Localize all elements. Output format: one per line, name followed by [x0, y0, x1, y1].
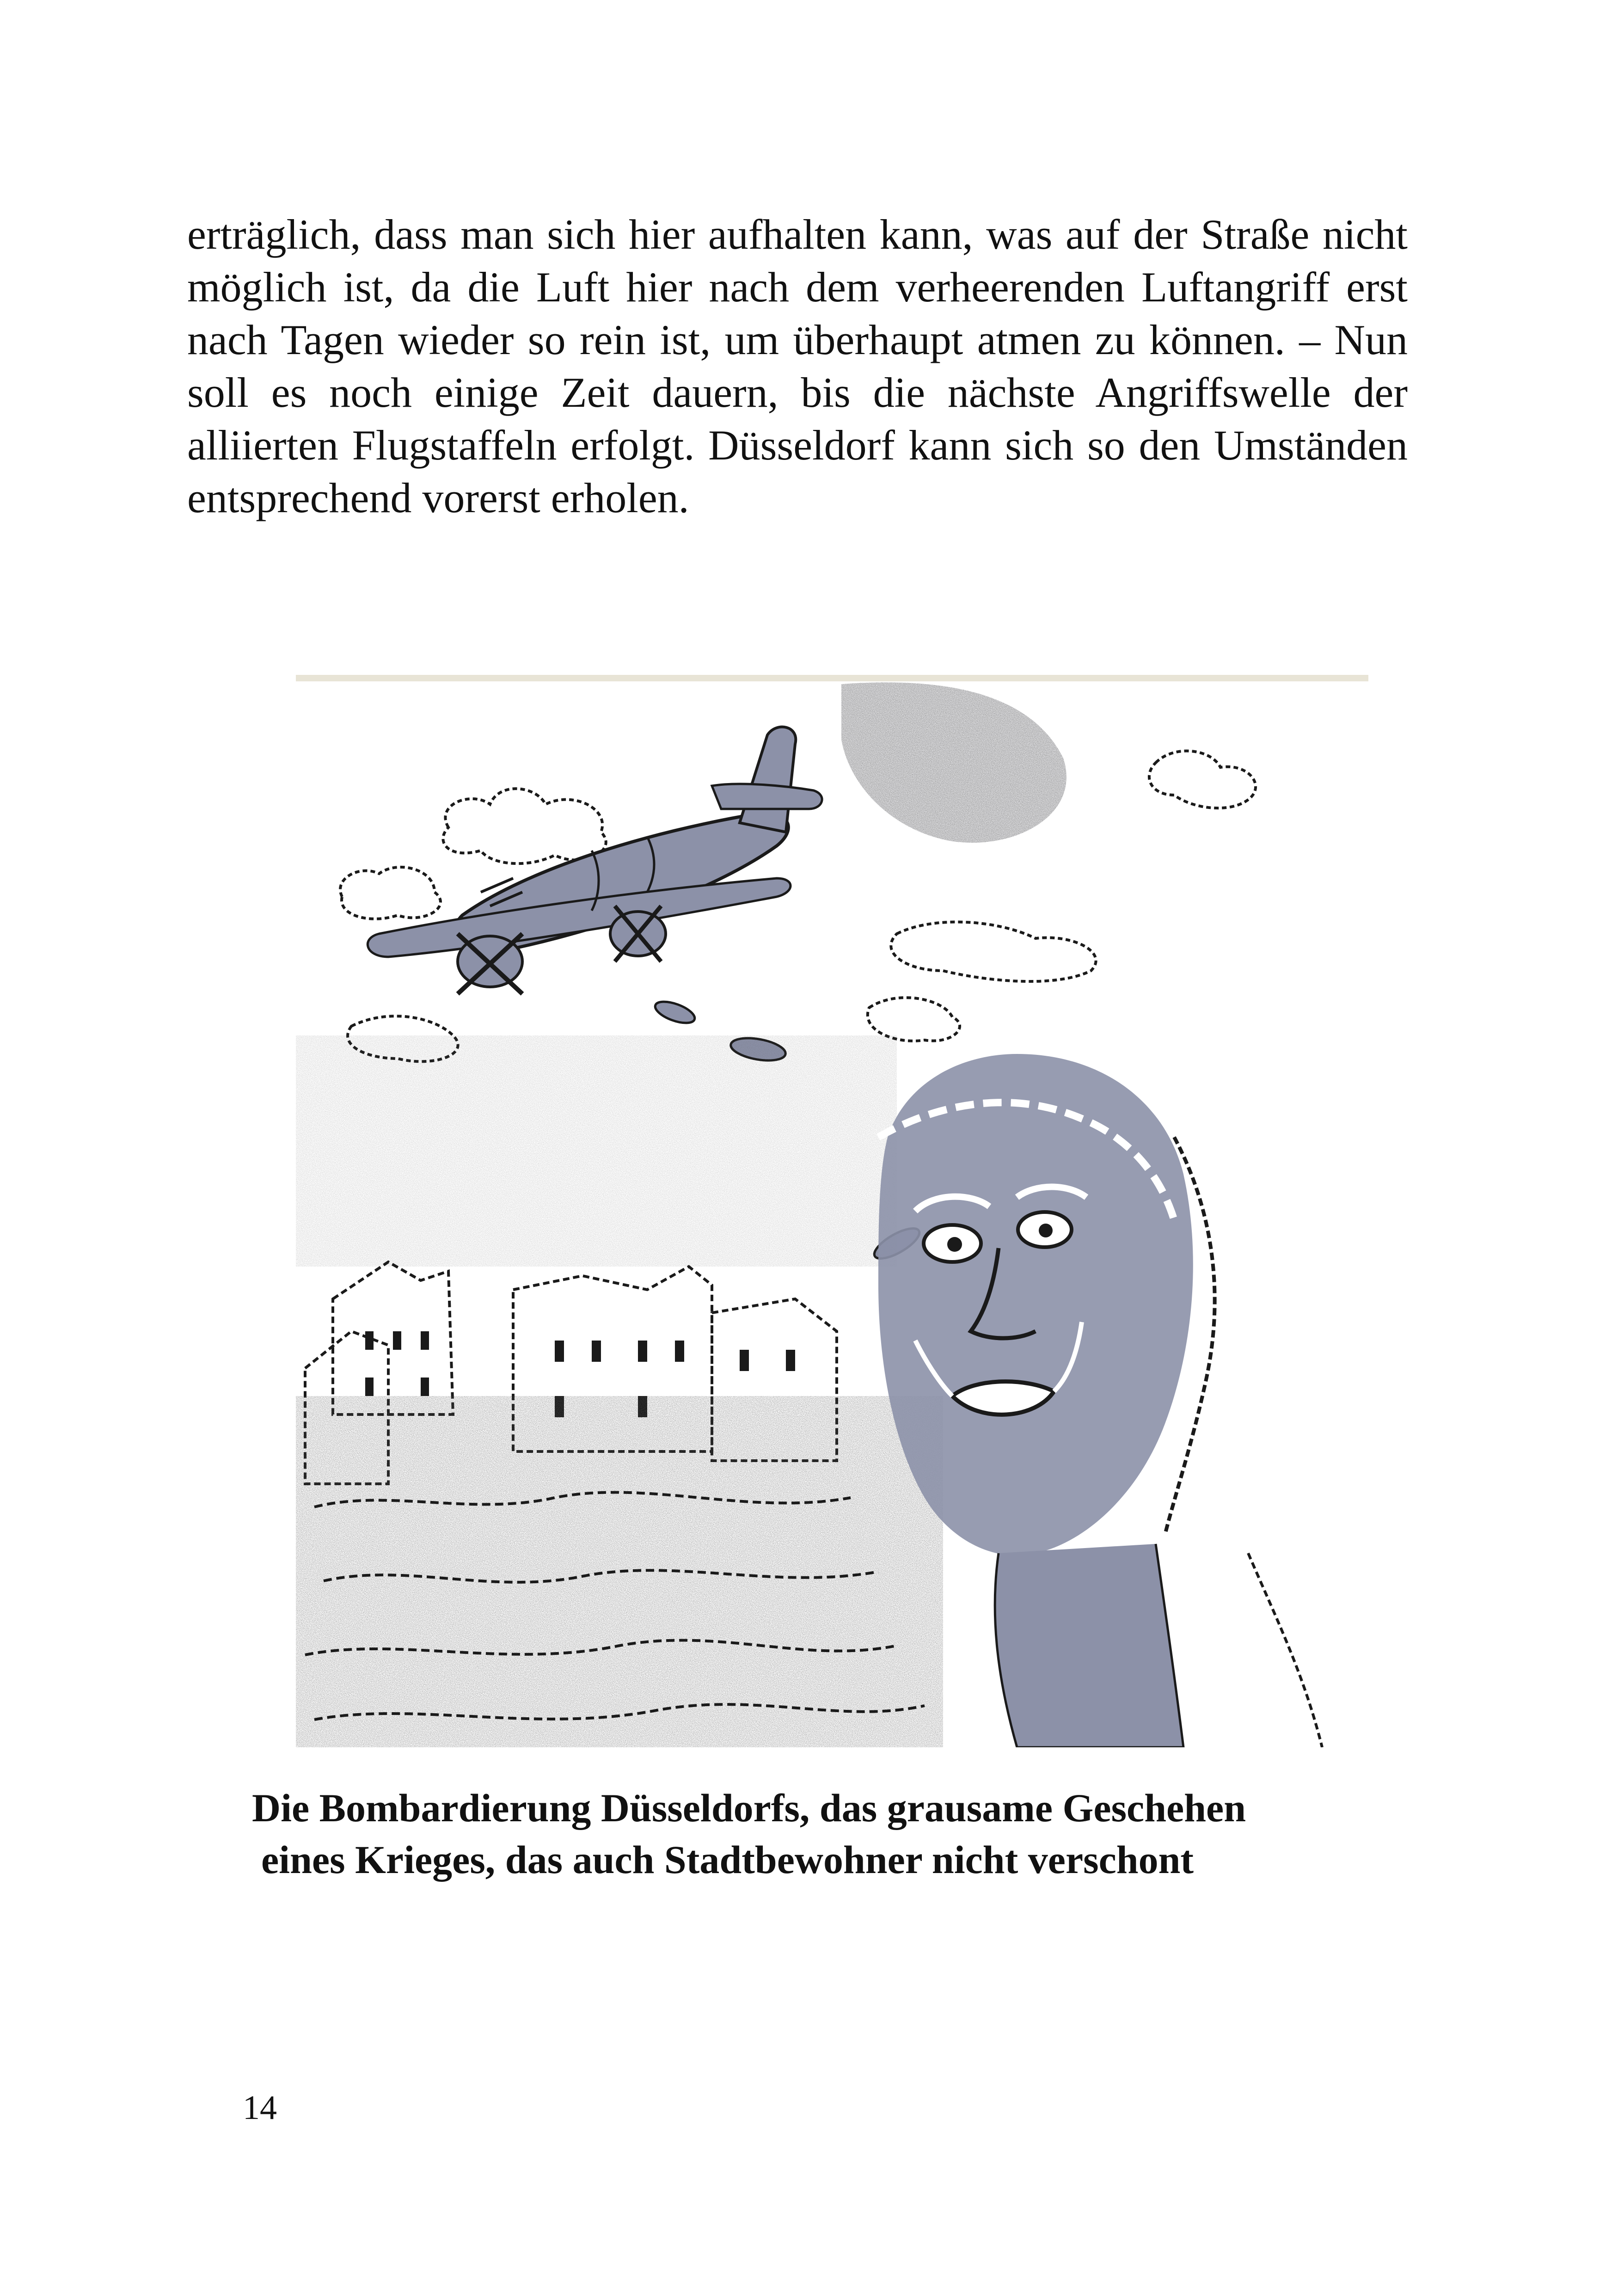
bombing-illustration [296, 675, 1368, 1747]
illustration-caption [252, 1782, 1408, 1886]
body-paragraph: erträglich, dass man sich hier aufhalten kann, was auf der Straße nicht möglich ist, da die Luft hier nach dem verheerenden Luftangriff erst nach Tagen wieder so rein ist, um überhaupt atmen zu können. – Nun soll es noch einige Zeit dauern, bis die nächste Angriffswelle der alliierten Flugstaffeln erfolgt. Düsseldorf kann sich so den Umständen entsprechend vorerst erholen. [187, 211, 1408, 521]
page-number: 14 [243, 2089, 277, 2127]
illustration-drawing [296, 675, 1368, 1747]
caption-line-1: Die Bombardierung Düsseldorfs, das grausame Geschehen [252, 1786, 1246, 1830]
caption-line-2: eines Krieges, das auch Stadtbewohner nicht verschont [261, 1837, 1194, 1882]
